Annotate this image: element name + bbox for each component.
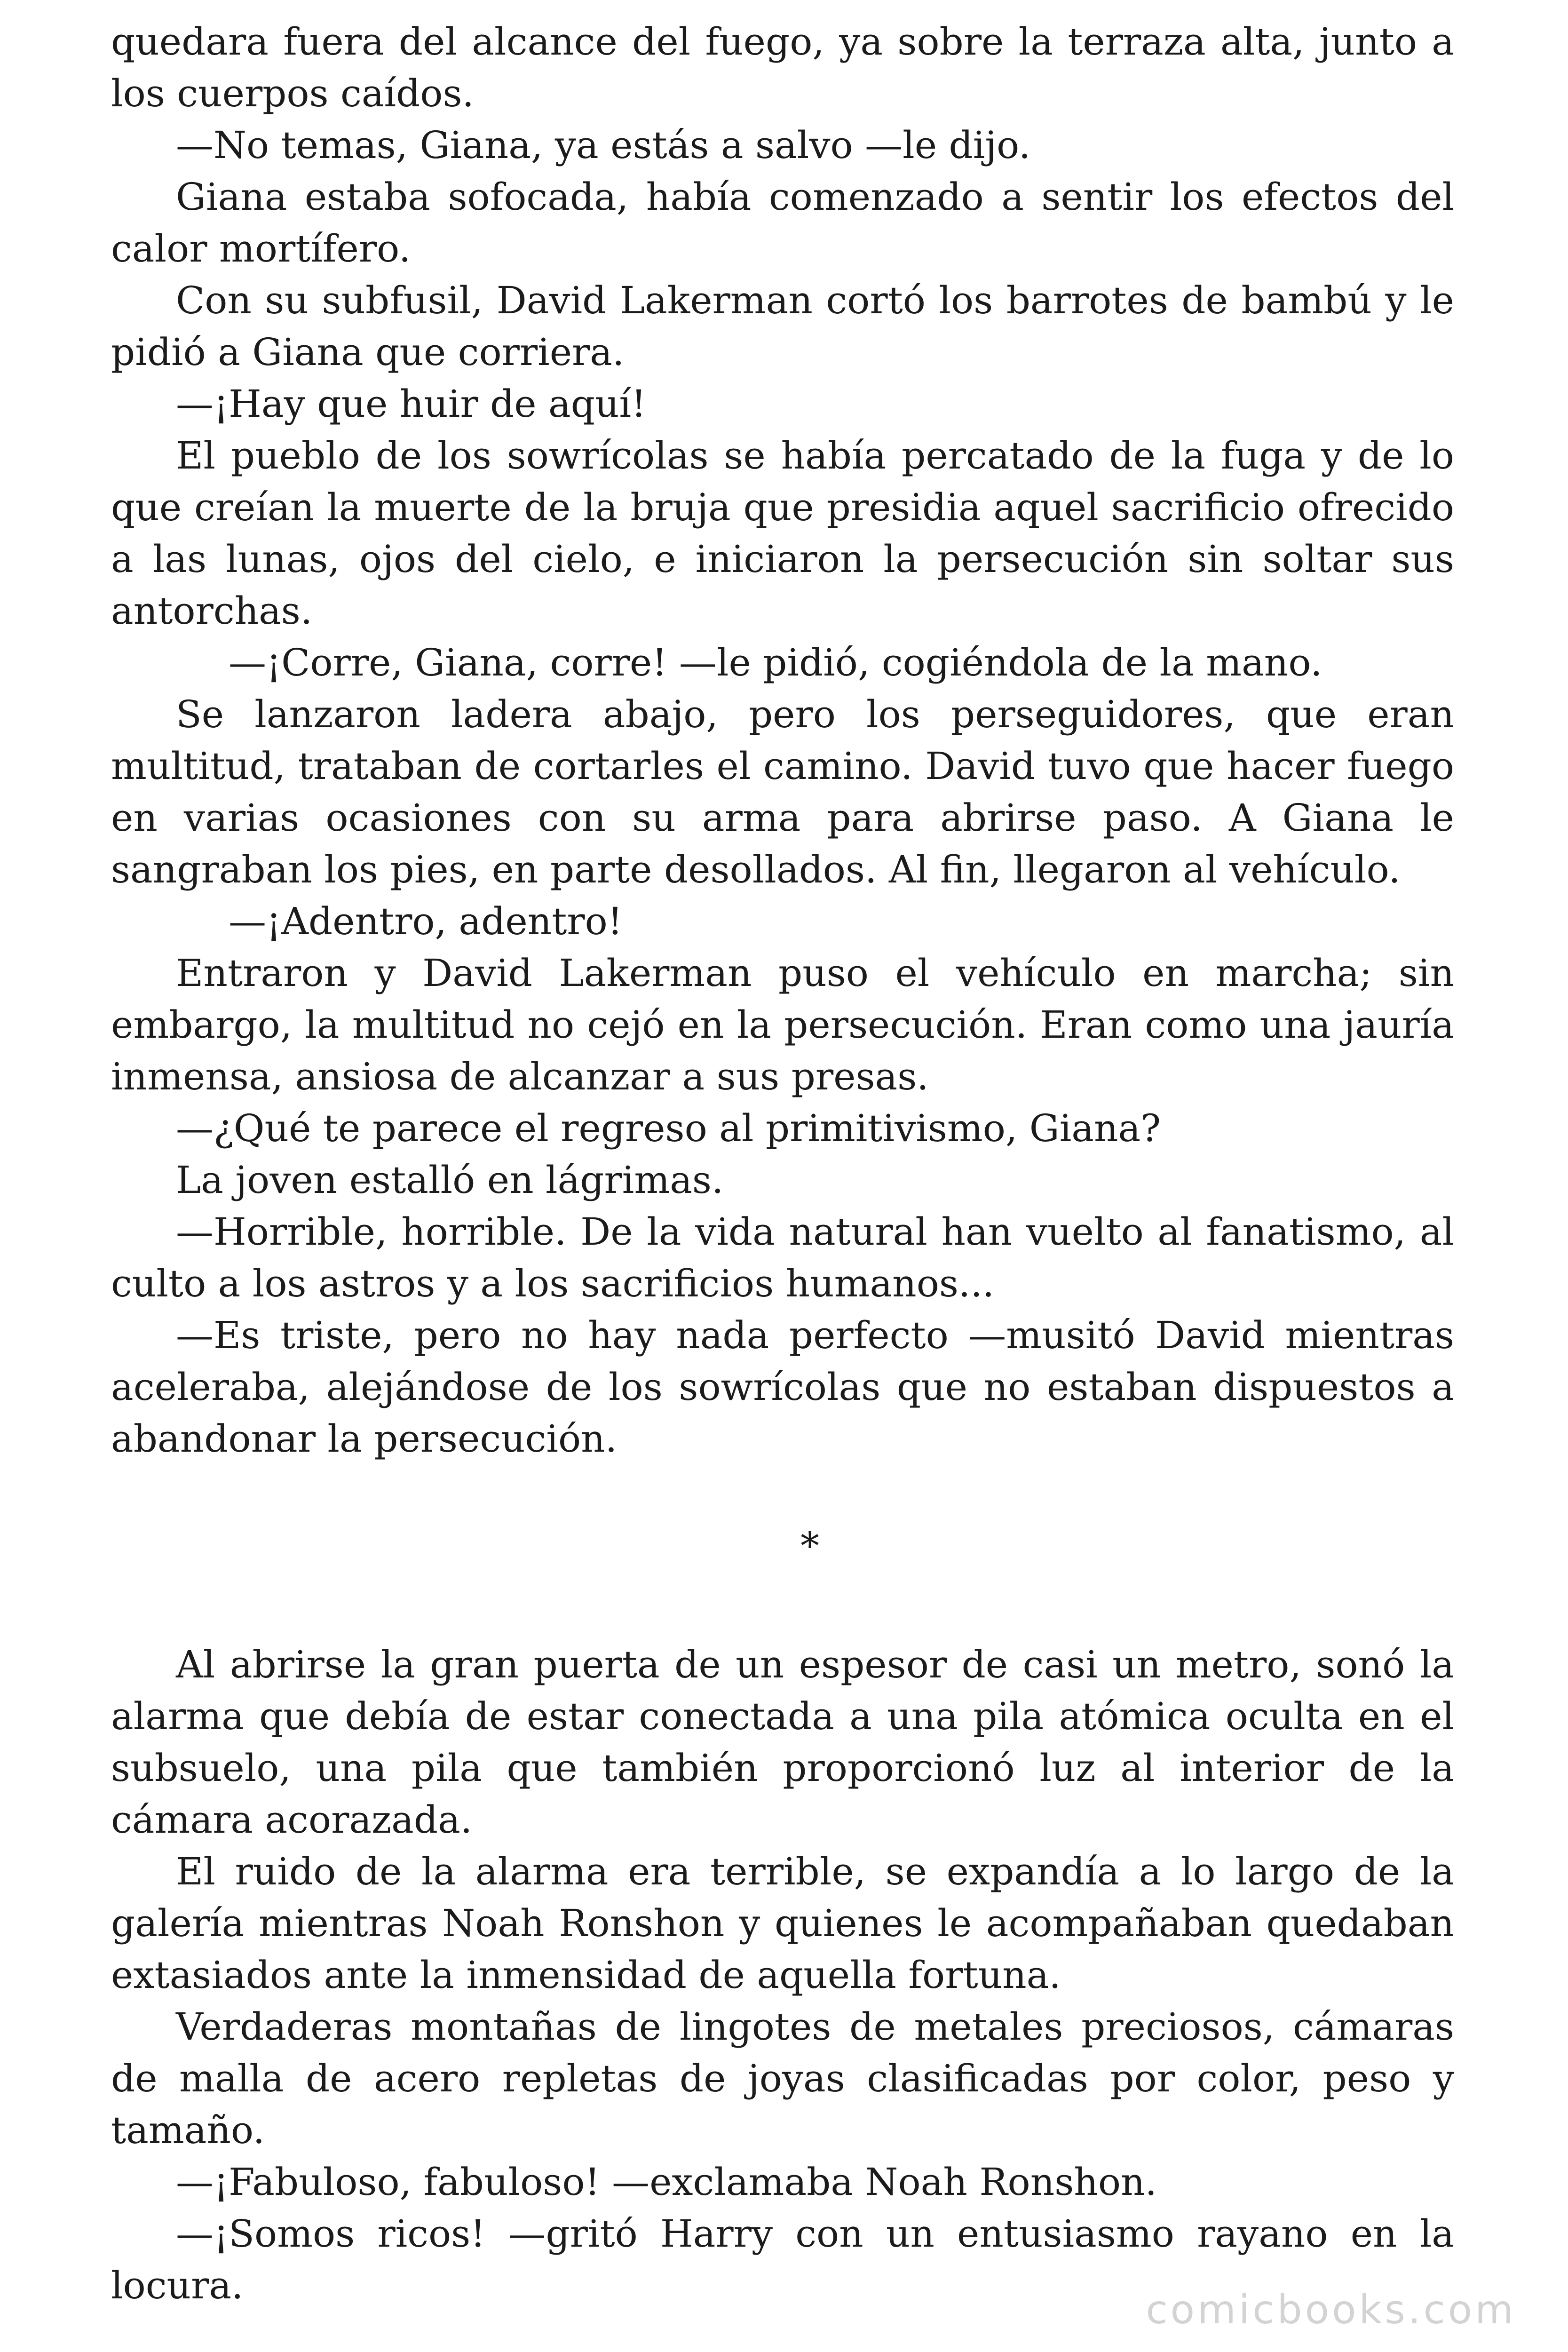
paragraph: La joven estalló en lágrimas. <box>176 1158 724 1202</box>
section-separator: * <box>800 1524 819 1568</box>
paragraph: Giana estaba sofocada, había comenzado a sentir los efectos del calor mortífero. <box>111 175 1454 270</box>
paragraph: Entraron y David Lakerman puso el vehículo en marcha; sin embargo, la multitud no cejó en la persecución. Eran como una jauría inmensa, ansiosa de alcanzar a sus presas. <box>111 951 1454 1098</box>
watermark: comicbooks.com <box>1146 2287 1516 2333</box>
paragraph: —¡Somos ricos! —gritó Harry con un entusiasmo rayano en la locura. <box>111 2212 1454 2307</box>
paragraph: Al abrirse la gran puerta de un espesor de casi un metro, sonó la alarma que debía de estar conectada a una pila atómica oculta en el subsuelo, una pila que también proporcionó luz al interior de la cámara acorazada. <box>111 1643 1454 1842</box>
paragraph: —¡Adentro, adentro! <box>229 899 623 943</box>
paragraph: —Horrible, horrible. De la vida natural han vuelto al fanatismo, al culto a los astros y a los sacrificios humanos... <box>111 1210 1454 1305</box>
paragraph: Verdaderas montañas de lingotes de metales preciosos, cámaras de malla de acero repletas de joyas clasificadas por color, peso y tamaño. <box>111 2005 1454 2152</box>
paragraph: —No temas, Giana, ya estás a salvo —le dijo. <box>176 123 1031 167</box>
text-section-1 <box>111 16 1454 1465</box>
paragraph: —¡Corre, Giana, corre! —le pidió, cogiéndola de la mano. <box>229 641 1323 684</box>
text-section-2 <box>111 1639 1454 2312</box>
paragraph: —Es triste, pero no hay nada perfecto —musitó David mientras aceleraba, alejándose de los sowrícolas que no estaban dispuestos a abandonar la persecución. <box>111 1313 1454 1461</box>
paragraph: El ruido de la alarma era terrible, se expandía a lo largo de la galería mientras Noah Ronshon y quienes le acompañaban quedaban extasiados ante la inmensidad de aquella fortuna. <box>111 1850 1454 1997</box>
paragraph: —¡Hay que huir de aquí! <box>176 382 647 426</box>
paragraph: El pueblo de los sowrícolas se había percatado de la fuga y de lo que creían la muerte de la bruja que presidia aquel sacrificio ofrecido a las lunas, ojos del cielo, e iniciaron la persecución sin soltar sus antorchas. <box>111 434 1454 633</box>
paragraph: —¿Qué te parece el regreso al primitivismo, Giana? <box>176 1106 1161 1150</box>
paragraph: Con su subfusil, David Lakerman cortó los barrotes de bambú y le pidió a Giana que corriera. <box>111 278 1454 374</box>
paragraph: Se lanzaron ladera abajo, pero los perseguidores, que eran multitud, trataban de cortarles el camino. David tuvo que hacer fuego en varias ocasiones con su arma para abrirse paso. A Giana le sangraban los pies, en parte desollados. Al fin, llegaron al vehículo. <box>111 692 1454 891</box>
paragraph: quedara fuera del alcance del fuego, ya sobre la terraza alta, junto a los cuerpos caídos. <box>111 20 1454 115</box>
paragraph: —¡Fabuloso, fabuloso! —exclamaba Noah Ronshon. <box>176 2160 1157 2204</box>
